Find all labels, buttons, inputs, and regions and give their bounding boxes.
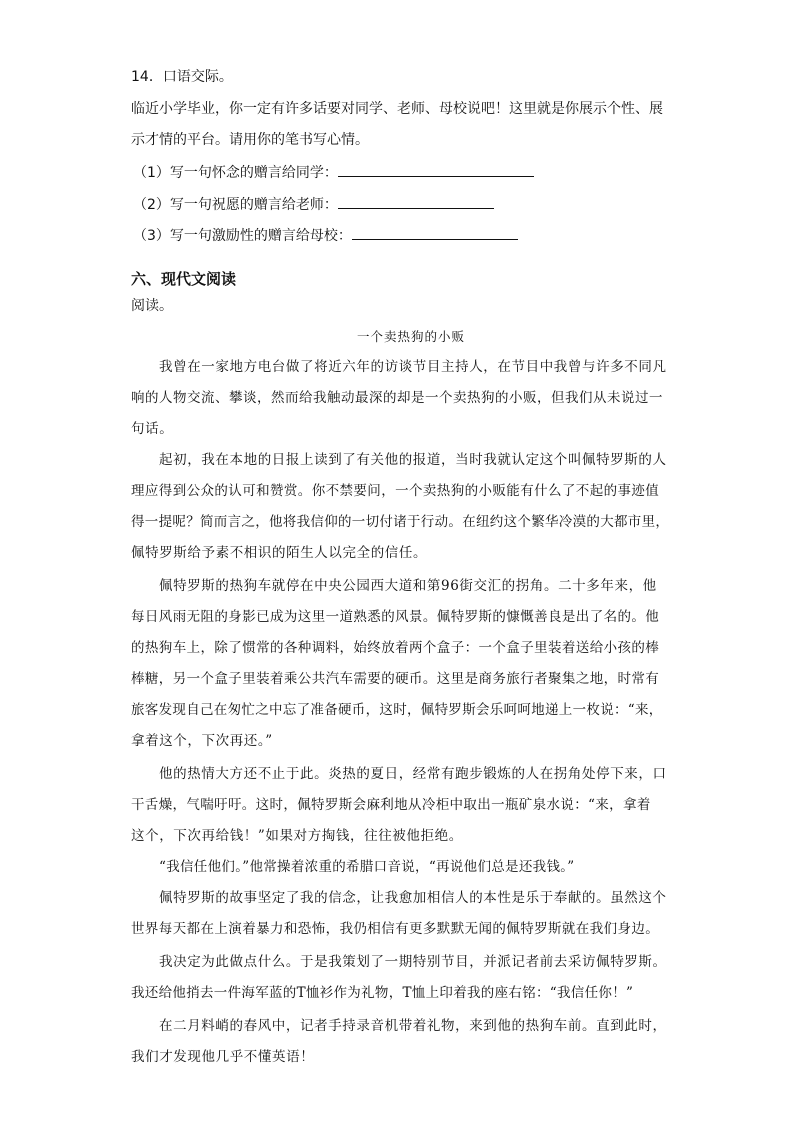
article-line: 我决定为此做点什么。于是我策划了一期特别节目，并派记者前去采访佩特罗斯。 xyxy=(159,954,667,970)
question-14-intro-line-2: 示才情的平台。请用你的笔书写心情。 xyxy=(131,132,369,148)
item-3-label: （3）写一句激励性的赠言给母校： xyxy=(133,228,352,244)
item-3-answer-blank[interactable] xyxy=(352,225,518,240)
article-line: 佩特罗斯给予素不相识的陌生人以完全的信任。 xyxy=(131,545,428,561)
article-line: 佩特罗斯的热狗车就停在中央公园西大道和第96街交汇的拐角。二十多年来，他 xyxy=(159,578,657,594)
article-line: 这个，下次再给钱！”如果对方掏钱，往往被他拒绝。 xyxy=(131,828,463,844)
article-line: 得一提呢？简而言之，他将我信仰的一切付诸于行动。在纽约这个繁华冷漠的大都市里， xyxy=(131,514,670,530)
article-line: 句话。 xyxy=(131,421,174,437)
article-line: 我还给他捎去一件海军蓝的T恤衫作为礼物，T恤上印着我的座右铭：“我信任你！” xyxy=(131,985,634,1001)
article-line: 棒糖，另一个盒子里装着乘公共汽车需要的硬币。这里是商务旅行者聚集之地，时常有 xyxy=(131,671,660,687)
question-14-item-3 xyxy=(133,225,518,245)
section-6-heading: 六、现代文阅读 xyxy=(131,270,237,288)
question-14-item-2 xyxy=(133,194,494,214)
article-line: 我曾在一家地方电台做了将近六年的访谈节目主持人，在节目中我曾与许多不同凡 xyxy=(159,359,667,375)
article-line: “我信任他们。”他常操着浓重的希腊口音说，“再说他们总是还我钱。” xyxy=(159,859,575,875)
article-line: 世界每天都在上演着暴力和恐怖，我仍相信有更多默默无闻的佩特罗斯就在我们身边。 xyxy=(131,921,660,937)
article-line: 旅客发现自己在匆忙之中忘了准备硬币，这时，佩特罗斯会乐呵呵地递上一枚说：“来， xyxy=(131,702,663,718)
article-line: 每日风雨无阻的身影已成为这里一道熟悉的风景。佩特罗斯的慷慨善良是出了名的。他 xyxy=(131,609,660,625)
question-14-item-1 xyxy=(133,162,534,182)
section-6-instruction: 阅读。 xyxy=(131,298,173,314)
article-line: 在二月料峭的春风中，记者手持录音机带着礼物，来到他的热狗车前。直到此时， xyxy=(159,1018,667,1034)
question-14-intro-line-1: 临近小学毕业，你一定有许多话要对同学、老师、母校说吧！这里就是你展示个性、展 xyxy=(131,101,663,117)
item-1-answer-blank[interactable] xyxy=(338,162,534,177)
article-line: 我们才发现他几乎不懂英语！ xyxy=(131,1049,315,1065)
article-line: 响的人物交流、攀谈，然而给我触动最深的却是一个卖热狗的小贩，但我们从未说过一 xyxy=(131,390,663,406)
item-1-label: （1）写一句怀念的赠言给同学： xyxy=(133,165,338,181)
article-line: 起初，我在本地的日报上读到了有关他的报道，当时我就认定这个叫佩特罗斯的人 xyxy=(159,452,667,468)
question-14-title: 14．口语交际。 xyxy=(131,69,233,85)
item-2-label: （2）写一句祝愿的赠言给老师： xyxy=(133,197,338,213)
article-title: 一个卖热狗的小贩 xyxy=(357,329,466,344)
item-2-answer-blank[interactable] xyxy=(338,194,494,209)
article-line: 的热狗车上，除了惯常的各种调料，始终放着两个盒子：一个盒子里装着送给小孩的棒 xyxy=(131,640,660,656)
article-line: 他的热情大方还不止于此。炎热的夏日，经常有跑步锻炼的人在拐角处停下来，口 xyxy=(159,766,667,782)
article-line: 佩特罗斯的故事坚定了我的信念，让我愈加相信人的本性是乐于奉献的。虽然这个 xyxy=(159,890,667,906)
article-line: 拿着这个，下次再还。” xyxy=(131,733,273,749)
article-line: 干舌燥，气喘吁吁。这时，佩特罗斯会麻利地从冷柜中取出一瓶矿泉水说：“来，拿着 xyxy=(131,797,651,813)
article-line: 理应得到公众的认可和赞赏。你不禁要问，一个卖热狗的小贩能有什么了不起的事迹值 xyxy=(131,483,660,499)
